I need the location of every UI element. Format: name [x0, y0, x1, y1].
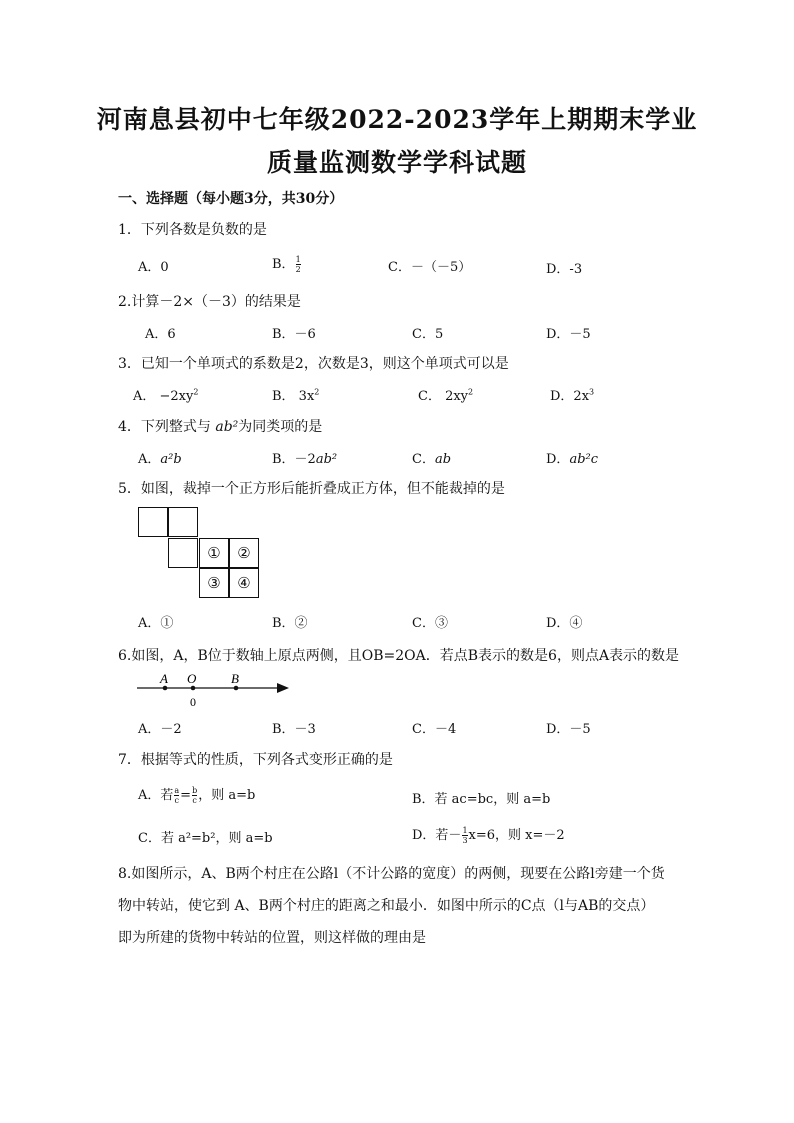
- q4-option-a: A．a²b: [138, 452, 182, 467]
- q7-option-d: D．若－ $\frac{1}{3}$ x=6，则 x=－2: [412, 826, 565, 845]
- question-3-stem: 3．已知一个单项式的系数是2，次数是3，则这个单项式可以是: [118, 356, 509, 372]
- page-title-line2: 质量监测数学学科试题: [266, 148, 527, 177]
- question-6-stem: 6.如图，A，B位于数轴上原点两侧，且OB=2OA．若点B表示的数是6，则点A表示的数是: [118, 648, 680, 664]
- q2-option-b: B．－6: [272, 327, 316, 342]
- point-a: [163, 686, 168, 691]
- cube-net-figure: [138, 507, 260, 599]
- q4-option-c: C．ab: [412, 452, 452, 467]
- q5-option-d: D．④: [546, 616, 583, 631]
- net-square: [168, 507, 198, 537]
- question-4-stem: 4．下列整式与 ab²为同类项的是: [118, 419, 323, 435]
- net-square-4: ④: [229, 568, 259, 598]
- q6-option-c: C．－4: [412, 722, 457, 737]
- q6-option-b: B．－3: [272, 722, 316, 737]
- question-5-stem: 5．如图，裁掉一个正方形后能折叠成正方体，但不能裁掉的是: [118, 481, 505, 497]
- number-line-figure: [135, 668, 295, 710]
- q3-option-d: D．$2x^3$: [550, 387, 595, 404]
- q2-option-c: C．5: [412, 327, 444, 342]
- q1-option-b: B． $\frac{1}{2}$: [272, 255, 301, 274]
- label-a: A: [160, 671, 168, 686]
- q3-option-b: B． $3x^2$: [272, 387, 320, 404]
- question-8-line1: 8.如图所示，A、B两个村庄在公路l（不计公路的宽度）的两侧，现要在公路l旁建一个货: [118, 866, 665, 882]
- q5-option-a: A．①: [138, 616, 174, 631]
- net-square-2: ②: [229, 538, 259, 568]
- question-8-line2: 物中转站，使它到 A、B两个村庄的距离之和最小．如图中所示的C点（l与AB的交点）: [118, 898, 655, 914]
- question-7-stem: 7．根据等式的性质，下列各式变形正确的是: [118, 752, 393, 768]
- q7-option-a: A．若 $\frac{a}{c}$ = $\frac{b}{c}$ ，则 a=b: [138, 786, 256, 805]
- point-o: [191, 686, 196, 691]
- q1-option-a: A．0: [138, 260, 169, 275]
- label-b: B: [231, 671, 239, 686]
- question-1-stem: 1．下列各数是负数的是: [118, 222, 267, 238]
- q6-option-d: D．－5: [546, 722, 591, 737]
- question-2-stem: 2.计算－2×（－3）的结果是: [118, 294, 301, 310]
- q2-option-a: A．6: [145, 327, 176, 342]
- net-square: [138, 507, 168, 537]
- question-8-line3: 即为所建的货物中转站的位置，则这样做的理由是: [118, 930, 426, 946]
- q5-option-b: B．②: [272, 616, 308, 631]
- net-square-1: ①: [199, 538, 229, 568]
- label-zero: 0: [190, 695, 196, 709]
- number-line-arrow: [277, 683, 289, 693]
- q3-option-a: A． $-2xy^2$: [133, 387, 199, 404]
- q4-option-d: D．ab²c: [546, 452, 599, 467]
- q6-option-a: A．－2: [138, 722, 182, 737]
- q4-option-b: B．－2ab²: [272, 452, 338, 467]
- section-heading: 一、选择题（每小题3分，共30分）: [118, 191, 344, 207]
- q1-option-c: C．－（－5）: [388, 260, 472, 275]
- q2-option-d: D．－5: [546, 327, 591, 342]
- q7-option-b: B．若 ac=bc，则 a=b: [412, 792, 551, 807]
- page-title-line1: 河南息县初中七年级2022-2023学年上期期末学业: [96, 105, 698, 134]
- q7-option-c: C．若 a²=b²，则 a=b: [138, 831, 273, 846]
- point-b: [234, 686, 239, 691]
- q3-option-c: C． $2xy^2$: [418, 387, 474, 404]
- q5-option-c: C．③: [412, 616, 448, 631]
- label-o: O: [187, 671, 197, 686]
- net-square-3: ③: [199, 568, 229, 598]
- q1-option-d: D．-3: [546, 262, 583, 277]
- net-square: [168, 538, 198, 568]
